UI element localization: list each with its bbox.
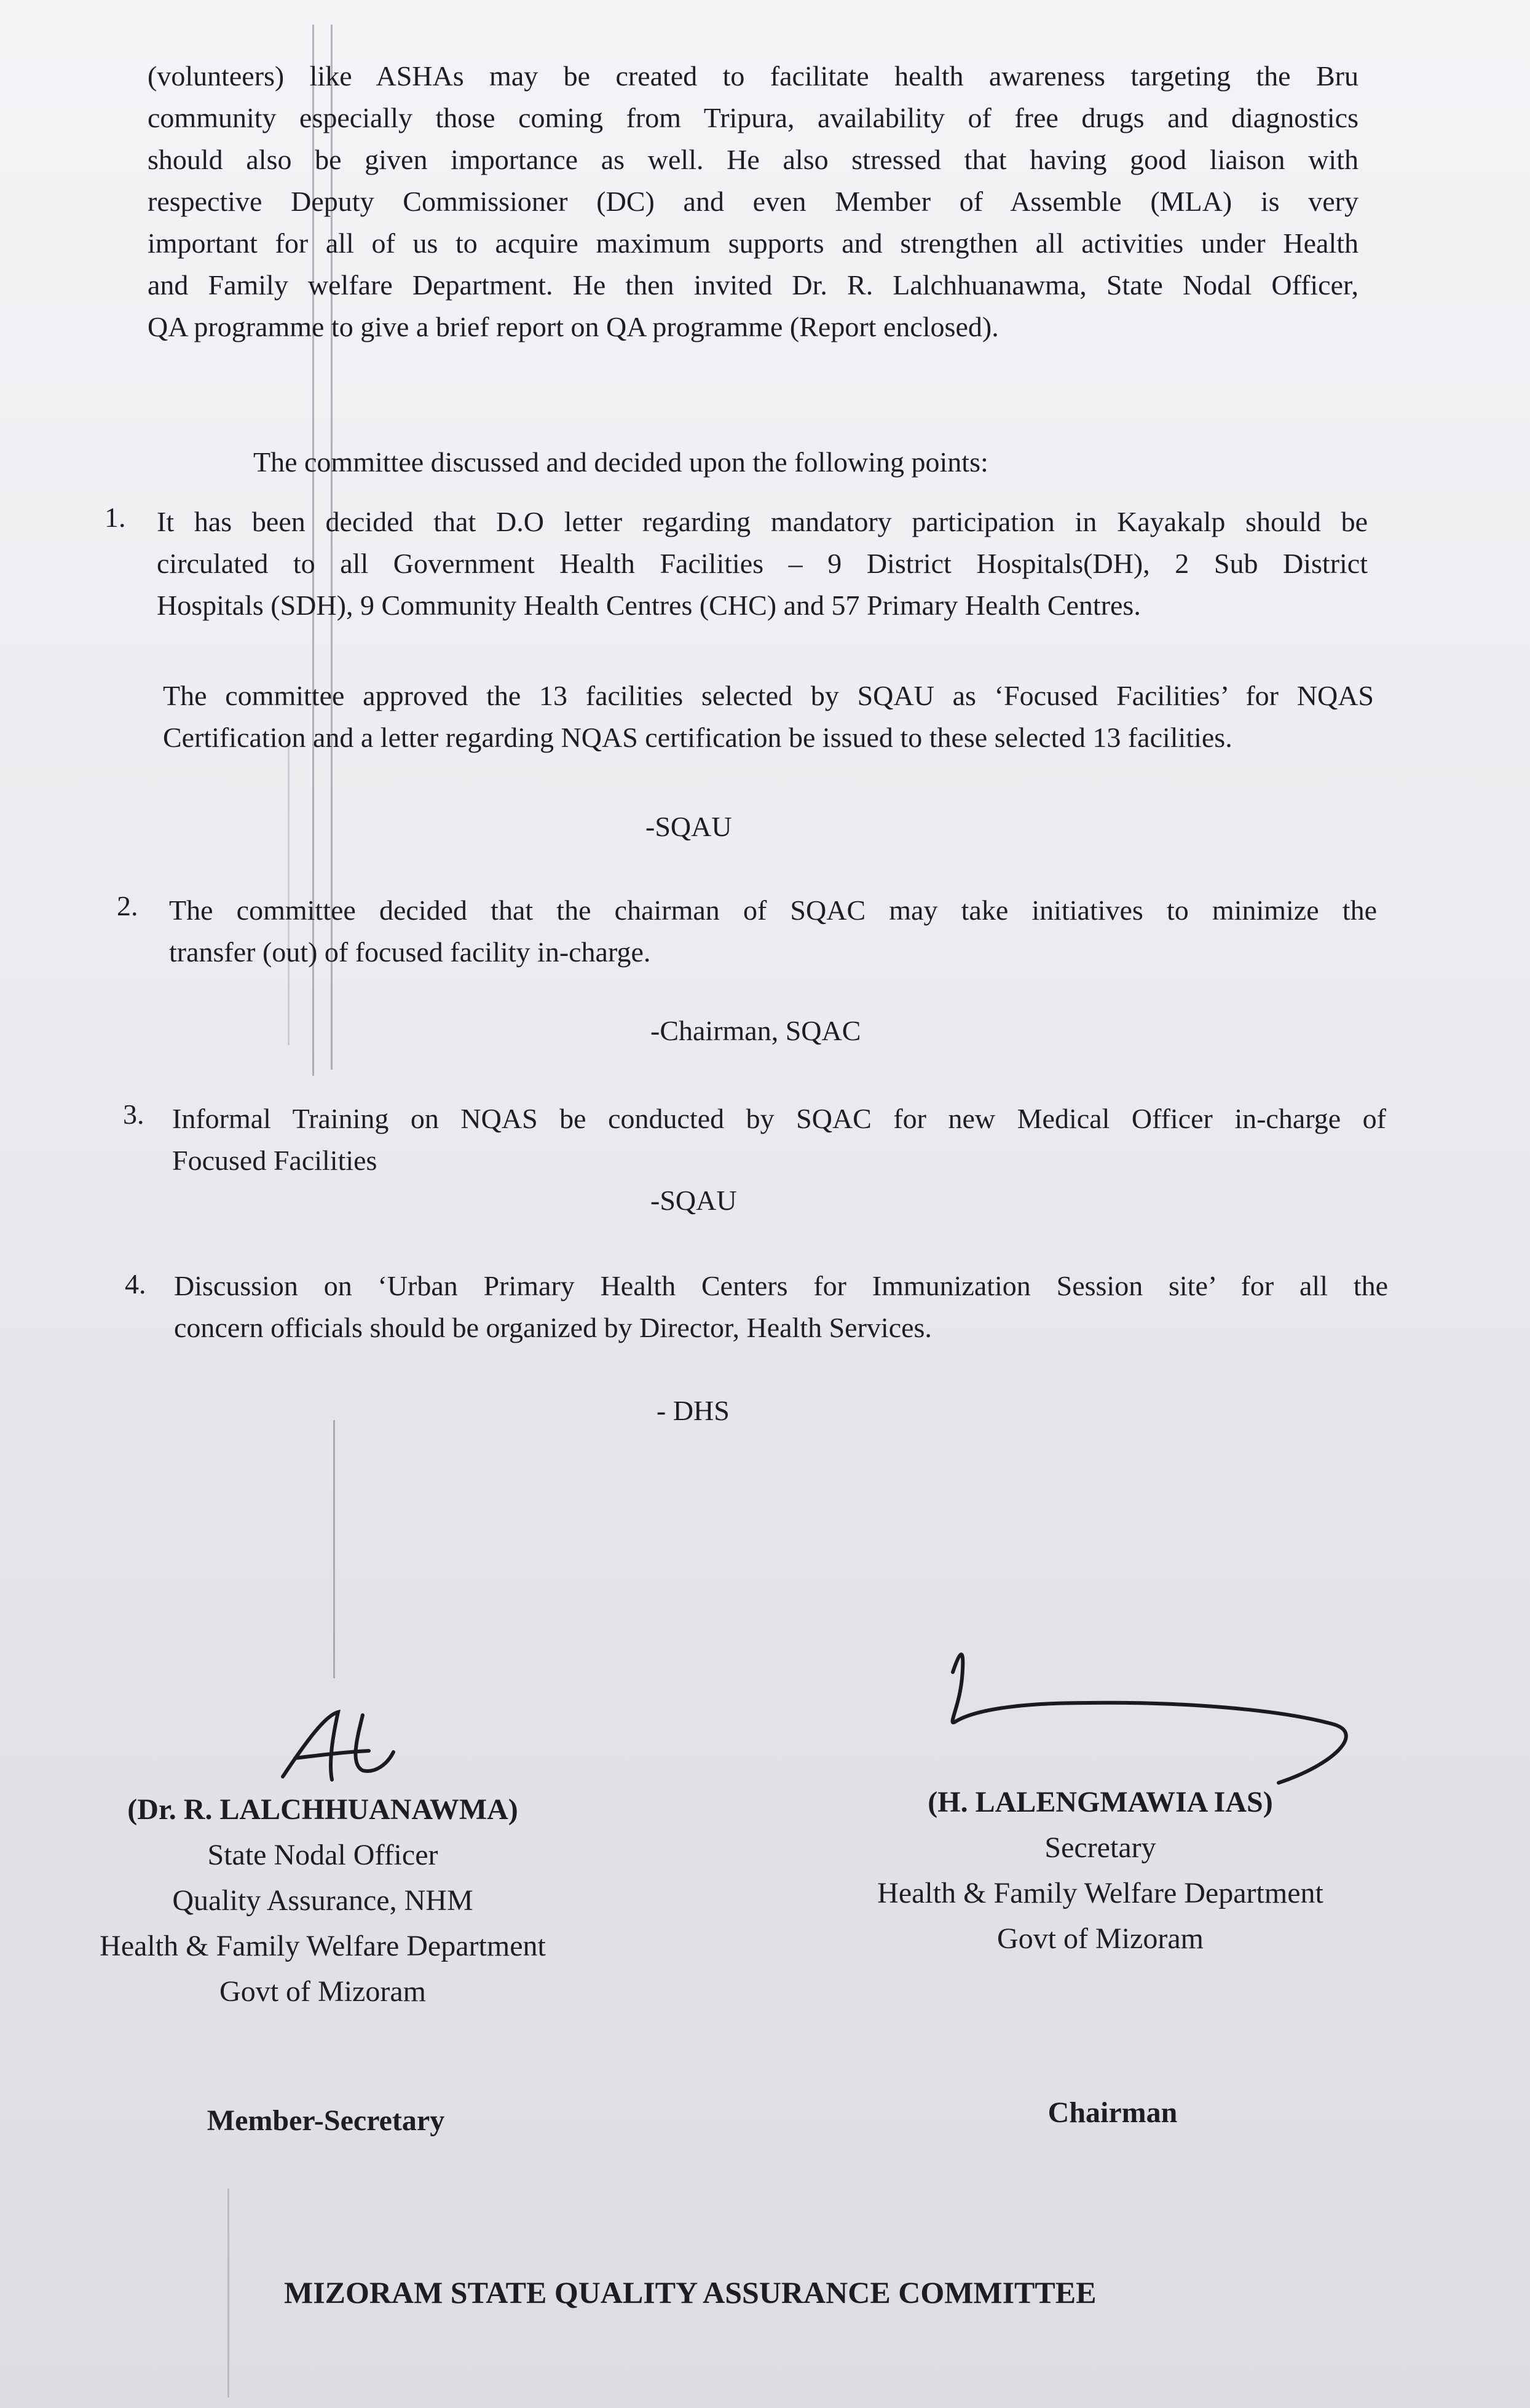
fold-line [227,2189,229,2398]
intro-line: QA programme to give a brief report on QA programme (Report enclosed). [148,311,999,342]
point-2-responsible: -Chairman, SQAC [650,1015,861,1046]
point-3-responsible: -SQAU [650,1185,737,1216]
right-signatory-name: (H. LALENGMAWIA IAS) [928,1786,1273,1818]
intro-line: and Family welfare Department. He then invited Dr. R. Lalchhuanawma, State Nodal Officer, [148,269,1358,301]
signature-right [934,1635,1365,1795]
point-4-text: Discussion on ‘Urban Primary Health Centers for Immunization Session site’ for all the concern officials should be organized by Director, Health Services. [174,1270,1388,1343]
point-1-responsible: -SQAU [645,811,732,842]
intro-line: (volunteers) like ASHAs may be created to facilitate health awareness targeting the Bru [148,60,1358,92]
point-number: 4. [125,1268,146,1300]
point-1-text: It has been decided that D.O letter regarding mandatory participation in Kayakalp should be circulated to all Government Health Facilities – 9 District Hospitals(DH), 2 Sub District Hospitals (SDH), 9 Community Health Centres (CHC) and 57 Primary Health Centres. [157,506,1368,621]
right-signatory-line: Secretary [1044,1831,1156,1864]
intro-line: respective Deputy Commissioner (DC) and even Member of Assemble (MLA) is very [148,186,1358,217]
left-signatory-name: (Dr. R. LALCHHUANAWMA) [127,1793,518,1826]
right-signatory-line: Health & Family Welfare Department [877,1877,1323,1909]
left-signatory [58,1787,587,2015]
intro-paragraph [148,55,1358,348]
left-signatory-line: Govt of Mizoram [219,1975,426,2008]
signature-left [270,1703,418,1795]
fold-line [333,1420,335,1678]
point-number: 3. [123,1099,144,1130]
right-signatory-role: Chairman [1047,2096,1178,2129]
point-2-text: The committee decided that the chairman of SQAC may take initiatives to minimize the transfer (out) of focused facility in-charge. [169,894,1377,968]
point-1-extra-text: The committee approved the 13 facilities selected by SQAU as ‘Focused Facilities’ for NQAS Certification and a letter regarding NQAS certification be issued to these selected 13 facilities. [163,680,1374,753]
point-4-responsible: - DHS [657,1395,730,1426]
intro-line: important for all of us to acquire maximum supports and strengthen all activities under Health [148,227,1358,259]
discussion-intro: The committee discussed and decided upon the following points: [253,446,988,478]
left-signatory-line: Health & Family Welfare Department [100,1930,546,1962]
left-signatory-role: Member-Secretary [207,2104,445,2137]
committee-footer: MIZORAM STATE QUALITY ASSURANCE COMMITTEE [284,2275,1097,2310]
right-signatory-line: Govt of Mizoram [997,1922,1204,1955]
left-signatory-line: Quality Assurance, NHM [172,1884,473,1917]
point-3-text: Informal Training on NQAS be conducted by SQAC for new Medical Officer in-charge of Focused Facilities [172,1103,1386,1176]
intro-line: community especially those coming from Tripura, availability of free drugs and diagnostics [148,102,1358,133]
right-signatory [836,1780,1365,1962]
point-number: 1. [104,502,126,533]
intro-line: should also be given importance as well. He also stressed that having good liaison with [148,144,1358,175]
left-signatory-line: State Nodal Officer [207,1839,438,1871]
point-number: 2. [117,890,138,922]
